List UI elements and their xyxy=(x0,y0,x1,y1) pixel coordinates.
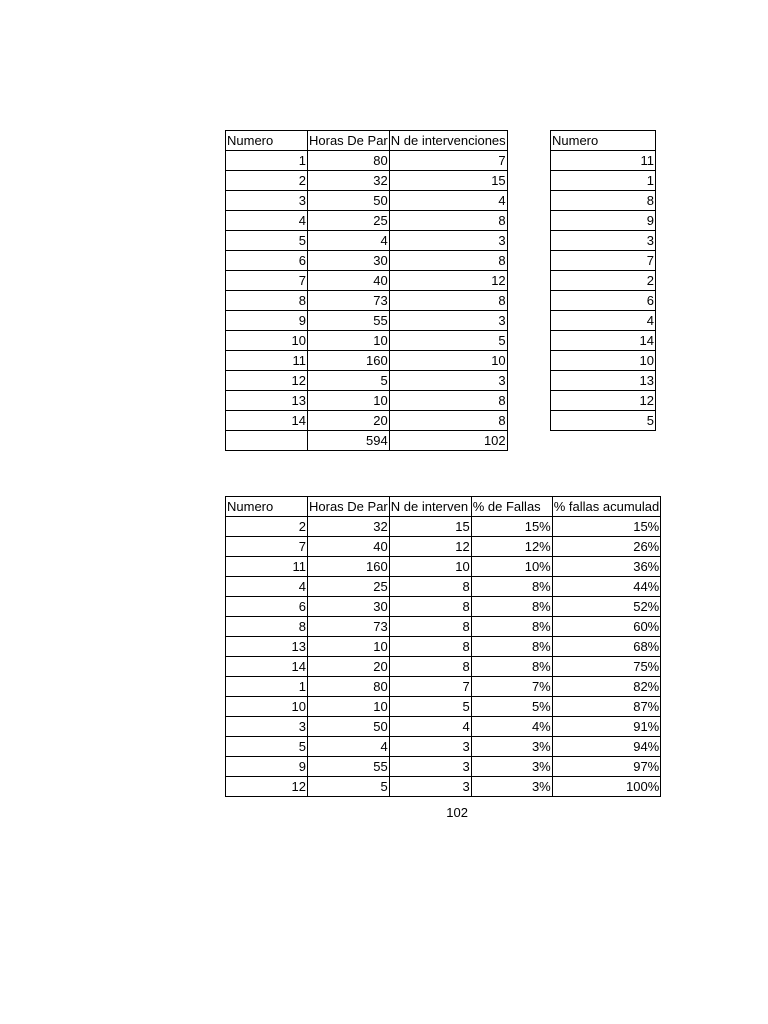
table-row xyxy=(226,637,661,657)
table-cell[interactable]: 6 xyxy=(226,597,308,617)
table-cell[interactable]: 4 xyxy=(551,311,656,331)
table-row xyxy=(226,251,508,271)
table-cell[interactable]: 10 xyxy=(389,557,471,577)
table-row xyxy=(226,151,508,171)
pareto-total-value: 102 xyxy=(446,805,468,820)
table-cell[interactable]: 8 xyxy=(389,251,507,271)
table-cell[interactable]: 5 xyxy=(226,737,308,757)
table-cell[interactable]: 2 xyxy=(226,171,308,191)
table-cell[interactable]: 2 xyxy=(551,271,656,291)
table-cell[interactable]: 10 xyxy=(308,697,390,717)
table-cell[interactable]: 12 xyxy=(389,271,507,291)
table-cell[interactable]: 8 xyxy=(389,577,471,597)
table-cell[interactable]: 2 xyxy=(226,517,308,537)
table-cell[interactable]: 6 xyxy=(551,291,656,311)
column-header[interactable]: Numero xyxy=(226,497,308,517)
table-row xyxy=(226,311,508,331)
table-cell[interactable]: 100% xyxy=(552,777,661,797)
table-cell[interactable]: 8% xyxy=(471,577,552,597)
table-cell[interactable]: 3 xyxy=(389,231,507,251)
table-cell[interactable]: 12% xyxy=(471,537,552,557)
table-row xyxy=(226,657,661,677)
intervenciones-table xyxy=(225,130,508,451)
table-row xyxy=(551,251,656,271)
table-cell[interactable]: 3% xyxy=(471,777,552,797)
table-cell[interactable]: 13 xyxy=(226,391,308,411)
table-cell[interactable]: 4 xyxy=(226,577,308,597)
table-cell[interactable]: 9 xyxy=(551,211,656,231)
intervenciones-table-body xyxy=(226,131,508,451)
table-cell[interactable]: 11 xyxy=(226,557,308,577)
table-cell[interactable]: 8% xyxy=(471,637,552,657)
table-cell[interactable]: 60% xyxy=(552,617,661,637)
table-cell[interactable]: 3 xyxy=(226,191,308,211)
table-cell[interactable]: 75% xyxy=(552,657,661,677)
table-cell[interactable]: 10 xyxy=(308,331,390,351)
table-row xyxy=(551,271,656,291)
column-header[interactable]: Horas De Par xyxy=(308,497,390,517)
table-cell[interactable]: 12 xyxy=(226,777,308,797)
table-cell[interactable]: 160 xyxy=(308,557,390,577)
table-cell[interactable]: 8 xyxy=(389,291,507,311)
table-row xyxy=(551,391,656,411)
table-cell[interactable]: 5 xyxy=(389,697,471,717)
table-cell[interactable]: 3% xyxy=(471,737,552,757)
table-cell[interactable]: 4 xyxy=(308,231,390,251)
table-cell[interactable]: 91% xyxy=(552,717,661,737)
table-row xyxy=(226,557,661,577)
table-row xyxy=(226,577,661,597)
table-cell[interactable]: 10% xyxy=(471,557,552,577)
table-row xyxy=(551,191,656,211)
table-row xyxy=(226,351,508,371)
table-row xyxy=(226,537,661,557)
table-cell[interactable]: 8 xyxy=(389,597,471,617)
table-cell[interactable]: 55 xyxy=(308,757,390,777)
table-cell[interactable]: 32 xyxy=(308,517,390,537)
column-header-text: N de intervenciones xyxy=(390,133,506,148)
table-cell[interactable]: 8% xyxy=(471,657,552,677)
table-cell[interactable]: 9 xyxy=(226,757,308,777)
table-cell[interactable]: 15 xyxy=(389,171,507,191)
table-cell[interactable]: 5 xyxy=(551,411,656,431)
table-cell[interactable]: 80 xyxy=(308,677,390,697)
table-cell[interactable]: 6 xyxy=(226,251,308,271)
table-row xyxy=(551,371,656,391)
table-cell[interactable]: 50 xyxy=(308,191,390,211)
table-cell[interactable]: 4 xyxy=(389,191,507,211)
table-row xyxy=(226,171,508,191)
table-cell[interactable]: 25 xyxy=(308,211,390,231)
table-cell[interactable]: 4 xyxy=(389,717,471,737)
table-cell[interactable]: 25 xyxy=(308,577,390,597)
table-cell[interactable]: 7 xyxy=(389,677,471,697)
table-cell[interactable]: 40 xyxy=(308,537,390,557)
table-row xyxy=(226,191,508,211)
table-cell[interactable]: 3 xyxy=(389,777,471,797)
column-header[interactable]: % de Fallas xyxy=(471,497,552,517)
numero-order-table xyxy=(550,130,656,431)
table-cell[interactable]: 97% xyxy=(552,757,661,777)
table-row xyxy=(226,757,661,777)
table-row xyxy=(226,617,661,637)
table-cell[interactable]: 94% xyxy=(552,737,661,757)
table-cell[interactable]: 5 xyxy=(308,777,390,797)
column-header[interactable]: Numero xyxy=(226,131,308,151)
table-cell[interactable]: 8 xyxy=(551,191,656,211)
table-row xyxy=(226,271,508,291)
table-cell[interactable]: 40 xyxy=(308,271,390,291)
table-cell[interactable]: 52% xyxy=(552,597,661,617)
table-cell[interactable]: 15% xyxy=(552,517,661,537)
table-cell[interactable]: 7 xyxy=(389,151,507,171)
table-cell[interactable]: 14 xyxy=(551,331,656,351)
table-cell[interactable]: 15 xyxy=(389,517,471,537)
total-cell[interactable]: 102 xyxy=(389,431,507,451)
table-cell[interactable]: 10 xyxy=(308,391,390,411)
table-cell[interactable]: 11 xyxy=(226,351,308,371)
table-row xyxy=(551,231,656,251)
table-cell[interactable]: 68% xyxy=(552,637,661,657)
table-cell[interactable]: 13 xyxy=(551,371,656,391)
table-cell[interactable]: 12 xyxy=(389,537,471,557)
header-row xyxy=(226,131,508,151)
table-cell[interactable]: 14 xyxy=(226,411,308,431)
table-cell[interactable]: 1 xyxy=(226,151,308,171)
table-cell[interactable]: 8 xyxy=(389,411,507,431)
pareto-table-body xyxy=(226,497,661,797)
table-row xyxy=(226,411,508,431)
table-cell[interactable]: 10 xyxy=(226,697,308,717)
table-cell[interactable]: 9 xyxy=(226,311,308,331)
table-row xyxy=(551,411,656,431)
table-cell[interactable]: 5 xyxy=(389,331,507,351)
table-row xyxy=(226,291,508,311)
table-row xyxy=(551,171,656,191)
table-cell[interactable]: 5% xyxy=(471,697,552,717)
table-row xyxy=(226,517,661,537)
table-row xyxy=(226,597,661,617)
table-cell[interactable]: 20 xyxy=(308,411,390,431)
header-row xyxy=(551,131,656,151)
table-cell[interactable]: 3 xyxy=(551,231,656,251)
header-row xyxy=(226,497,661,517)
table-cell[interactable]: 8 xyxy=(389,391,507,411)
table-cell[interactable]: 55 xyxy=(308,311,390,331)
table-cell[interactable]: 73 xyxy=(308,617,390,637)
table-cell[interactable]: 30 xyxy=(308,597,390,617)
table-row xyxy=(226,391,508,411)
total-cell[interactable]: 594 xyxy=(308,431,390,451)
table-cell[interactable]: 10 xyxy=(389,351,507,371)
table-cell[interactable]: 82% xyxy=(552,677,661,697)
table-cell[interactable]: 3 xyxy=(389,311,507,331)
table-cell[interactable]: 8 xyxy=(226,291,308,311)
table-row xyxy=(226,717,661,737)
table-cell[interactable]: 8 xyxy=(226,617,308,637)
table-cell[interactable]: 44% xyxy=(552,577,661,597)
table-cell[interactable]: 8% xyxy=(471,597,552,617)
table-row xyxy=(226,331,508,351)
table-cell[interactable]: 5 xyxy=(308,371,390,391)
table-row xyxy=(226,677,661,697)
table-cell[interactable]: 73 xyxy=(308,291,390,311)
table-row xyxy=(551,291,656,311)
table-cell[interactable]: 36% xyxy=(552,557,661,577)
table-row xyxy=(551,211,656,231)
table-cell[interactable]: 5 xyxy=(226,231,308,251)
table-cell[interactable]: 3% xyxy=(471,757,552,777)
table-cell[interactable]: 3 xyxy=(226,717,308,737)
table-cell[interactable]: 1 xyxy=(551,171,656,191)
table-row xyxy=(551,351,656,371)
table-cell[interactable]: 32 xyxy=(308,171,390,191)
table-cell[interactable]: 26% xyxy=(552,537,661,557)
table-row xyxy=(551,151,656,171)
column-header[interactable]: Horas De Par xyxy=(308,131,390,151)
table-cell[interactable]: 12 xyxy=(226,371,308,391)
table-cell[interactable]: 7 xyxy=(226,537,308,557)
table-row xyxy=(226,231,508,251)
table-cell[interactable]: 13 xyxy=(226,637,308,657)
table-cell[interactable]: 3 xyxy=(389,757,471,777)
table-cell[interactable]: 3 xyxy=(389,737,471,757)
table-cell[interactable]: 50 xyxy=(308,717,390,737)
table-cell[interactable]: 8 xyxy=(389,657,471,677)
table-row xyxy=(226,777,661,797)
table-cell[interactable]: 4 xyxy=(226,211,308,231)
table-cell[interactable]: 7 xyxy=(226,271,308,291)
table-cell[interactable]: 30 xyxy=(308,251,390,271)
table-row xyxy=(551,331,656,351)
table-row xyxy=(226,371,508,391)
table-cell[interactable]: 3 xyxy=(389,371,507,391)
table-cell[interactable]: 10 xyxy=(226,331,308,351)
table-cell[interactable]: 1 xyxy=(226,677,308,697)
table-cell[interactable]: 80 xyxy=(308,151,390,171)
table-cell[interactable]: 4% xyxy=(471,717,552,737)
column-header[interactable]: N de interven xyxy=(389,497,471,517)
table-cell[interactable]: 7% xyxy=(471,677,552,697)
table-cell[interactable]: 160 xyxy=(308,351,390,371)
totals-row xyxy=(226,431,508,451)
table-cell[interactable]: 8% xyxy=(471,617,552,637)
table-cell[interactable]: 4 xyxy=(308,737,390,757)
table-row xyxy=(226,211,508,231)
table-cell[interactable]: 20 xyxy=(308,657,390,677)
column-header[interactable]: Numero xyxy=(551,131,656,151)
table-cell[interactable]: 12 xyxy=(551,391,656,411)
table-cell[interactable]: 8 xyxy=(389,637,471,657)
total-cell[interactable] xyxy=(226,431,308,451)
table-cell[interactable]: 7 xyxy=(551,251,656,271)
table-cell[interactable]: 10 xyxy=(551,351,656,371)
table-cell[interactable]: 14 xyxy=(226,657,308,677)
table-cell[interactable]: 15% xyxy=(471,517,552,537)
table-row xyxy=(551,311,656,331)
table-cell[interactable]: 11 xyxy=(551,151,656,171)
table-cell[interactable]: 10 xyxy=(308,637,390,657)
table-cell[interactable]: 8 xyxy=(389,617,471,637)
column-header[interactable]: % fallas acumulad xyxy=(552,497,661,517)
numero-order-table-body xyxy=(551,131,656,431)
table-row xyxy=(226,697,661,717)
table-cell[interactable]: 8 xyxy=(389,211,507,231)
table-row xyxy=(226,737,661,757)
pareto-table xyxy=(225,496,661,797)
column-header[interactable] xyxy=(389,131,507,151)
table-cell[interactable]: 87% xyxy=(552,697,661,717)
